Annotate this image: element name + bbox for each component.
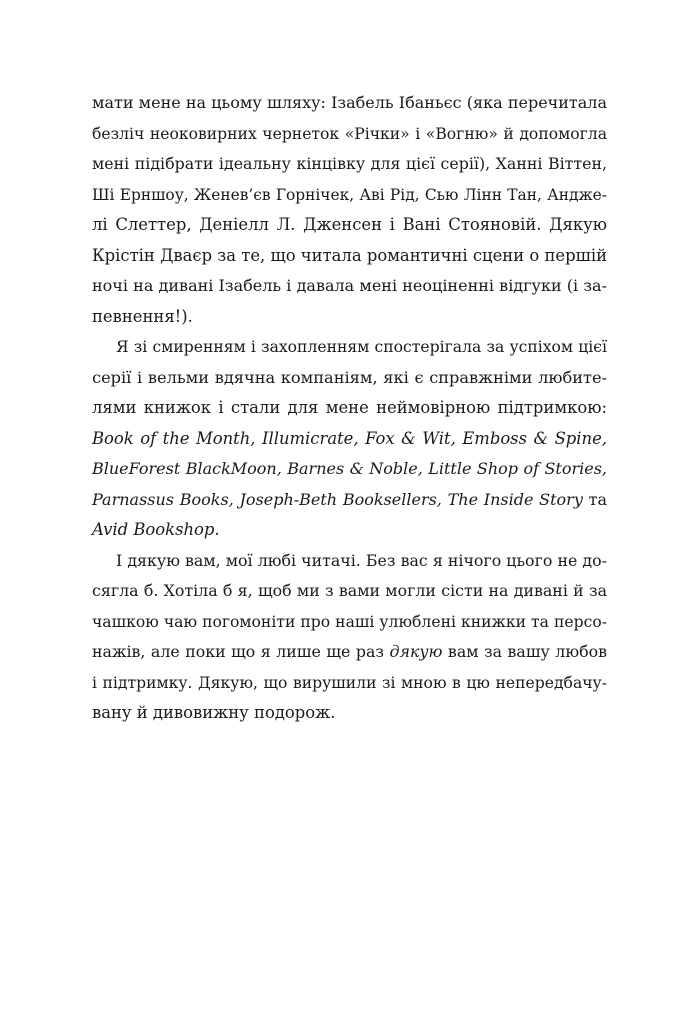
text-line xyxy=(92,363,607,394)
text-line xyxy=(92,424,607,455)
text-run: та xyxy=(582,489,607,509)
text-line xyxy=(92,149,607,180)
text-run: . xyxy=(214,520,220,539)
text-run: безліч неоковирних чернеток «Річки» і «Вогню» й допомогла xyxy=(92,124,607,143)
text-run: чашкою чаю погомоніти про наші улюблені книжки та персо- xyxy=(92,612,607,631)
text-line xyxy=(92,668,607,699)
text-run: сягла б. Хотіла б я, щоб ми з вами могли сісти на дивані й за xyxy=(92,581,607,600)
text-run: Я зі смиренням і захопленням спостерігала за успіхом цієї xyxy=(116,338,607,356)
text-run: мати мене на цьому шляху: Ізабель Ібаньєс (яка перечитала xyxy=(92,93,607,112)
italic-text: Avid Bookshop xyxy=(92,520,215,539)
text-run: Крістін Дваєр за те, що читала романтичні сцени о першій xyxy=(92,245,607,265)
body-text xyxy=(92,88,607,729)
text-run: І дякую вам, мої любі читачі. Без вас я нічого цього не до- xyxy=(116,550,607,570)
italic-text: Book of the Month, Illumicrate, Fox & Wit, Emboss & Spine, xyxy=(92,428,607,448)
text-line xyxy=(92,180,607,211)
text-run: лями книжок і стали для мене неймовірною підтримкою: xyxy=(92,398,607,417)
text-run: і підтримку. Дякую, що вирушили зі мною в цю непередбачу- xyxy=(92,673,607,692)
text-run: нажів, але поки що я лише ще раз xyxy=(92,642,390,661)
paragraph-2 xyxy=(92,332,607,546)
text-line xyxy=(92,698,607,729)
text-line xyxy=(92,210,607,241)
italic-text: Parnassus Books, Joseph-Beth Booksellers, The Inside Story xyxy=(92,489,583,509)
text-line xyxy=(92,88,607,119)
text-run: мені підібрати ідеальну кінцівку для цієї серії), Ханні Віттен, xyxy=(92,154,607,173)
text-line xyxy=(92,271,607,302)
text-line xyxy=(92,454,607,485)
italic-text: BlueForest BlackMoon, Barnes & Noble, Little Shop of Stories, xyxy=(92,459,607,478)
paragraph-1 xyxy=(92,88,607,332)
text-line xyxy=(92,637,607,668)
text-run: серії і вельми вдячна компаніям, які є справжніми любите- xyxy=(92,367,607,387)
text-run: вам за вашу любов xyxy=(442,642,607,661)
text-run: лі Слеттер, Деніелл Л. Дженсен і Вані Стояновій. Дякую xyxy=(92,215,607,234)
text-line xyxy=(92,332,607,363)
text-line xyxy=(92,576,607,607)
text-run: ночі на дивані Ізабель і давала мені неоціненні відгуки (і за- xyxy=(92,276,607,295)
text-line xyxy=(92,607,607,638)
text-run: вану й дивовижну подорож. xyxy=(92,703,336,722)
text-line xyxy=(92,241,607,272)
text-line xyxy=(92,302,607,333)
italic-text: дякую xyxy=(389,642,443,661)
text-line xyxy=(92,515,607,546)
paragraph-3 xyxy=(92,546,607,729)
text-line xyxy=(92,119,607,150)
text-line xyxy=(92,485,607,516)
text-line xyxy=(92,393,607,424)
text-line xyxy=(92,546,607,577)
text-run: Ші Ерншоу, Женев’єв Горнічек, Аві Рід, Сью Лінн Тан, Андже- xyxy=(92,185,607,204)
text-run: певнення!). xyxy=(92,306,193,326)
